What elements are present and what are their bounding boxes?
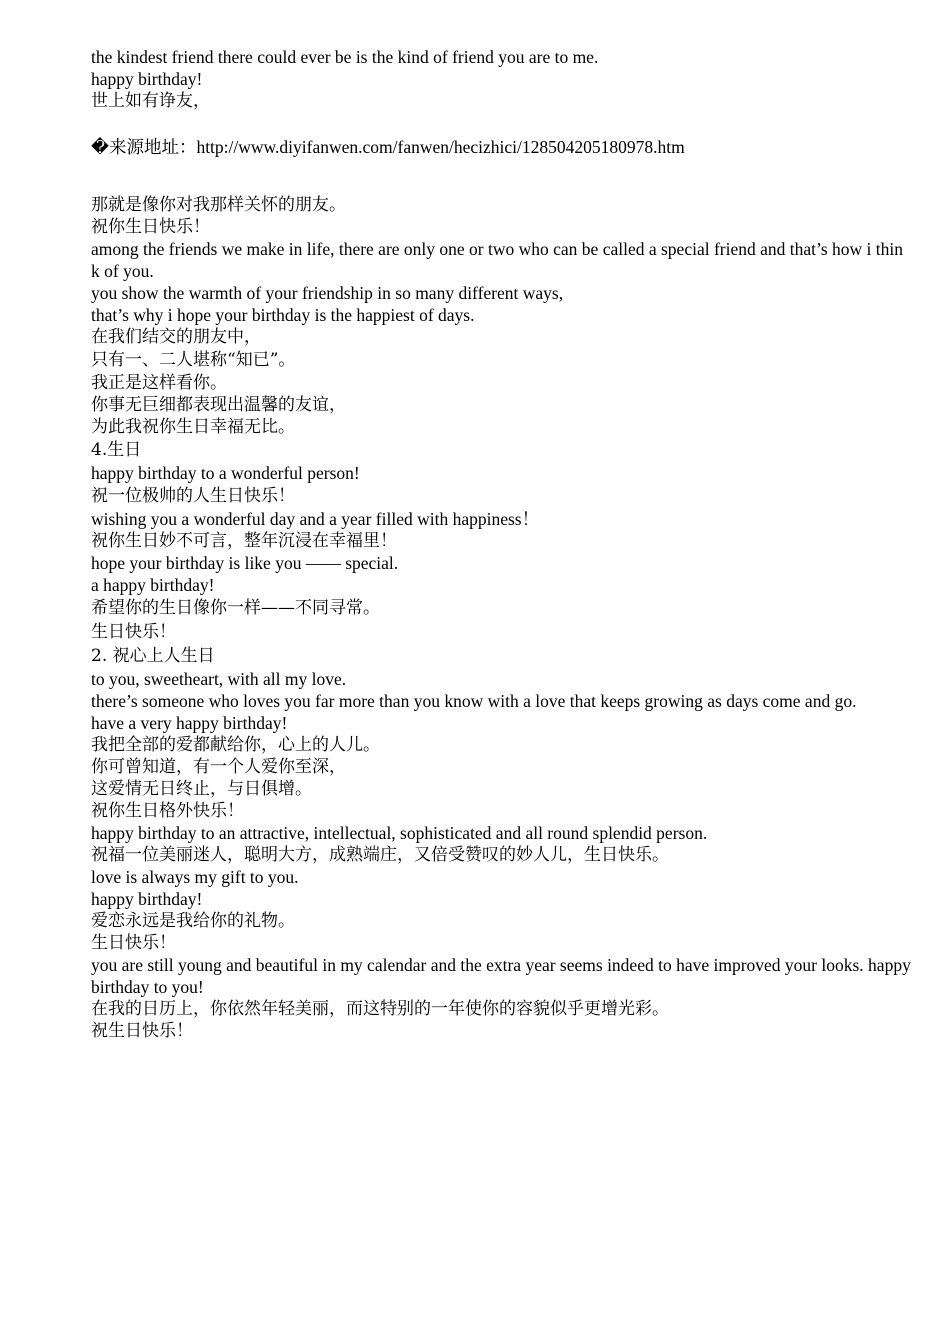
text-line: 你事无巨细都表现出温馨的友谊， (91, 395, 346, 415)
text-line: among the friends we make in life, there are only one or two who can be called a special friend and that’s how i think of you. (91, 239, 904, 281)
text-line: 在我的日历上，你依然年轻美丽，而这特别的一年使你的容貌似乎更增光彩。 (91, 999, 669, 1019)
text-line: hope your birthday is like you —— special. (91, 553, 399, 573)
text-line: happy birthday! (91, 69, 203, 89)
text-line: to you, sweetheart, with all my love. (91, 669, 347, 689)
text-line: 为此我祝你生日幸福无比。 (91, 417, 295, 437)
text-line: 祝福一位美丽迷人，聪明大方，成熟端庄，又倍受赞叹的妙人儿，生日快乐。 (91, 845, 669, 865)
text-line: 希望你的生日像你一样——不同寻常。 (91, 598, 380, 618)
text-line: 生日快乐！ (91, 933, 176, 953)
text-line: 我正是这样看你。 (91, 373, 227, 393)
text-line: have a very happy birthday! (91, 713, 288, 733)
text-line: happy birthday! (91, 889, 203, 909)
text-line: love is always my gift to you. (91, 867, 299, 887)
source-url-line: �来源地址：http://www.diyifanwen.com/fanwen/hecizhici/128504205180978.htm (91, 137, 685, 157)
text-line: 这爱情无日终止，与日俱增。 (91, 779, 312, 799)
text-line: 只有一、二人堪称“知已”。 (91, 350, 296, 370)
text-line: 祝你生日妙不可言，整年沉浸在幸福里！ (91, 531, 397, 551)
text-line: 祝你生日格外快乐！ (91, 801, 244, 821)
text-line: 我把全部的爱都献给你，心上的人儿。 (91, 735, 380, 755)
text-line: 你可曾知道，有一个人爱你至深， (91, 757, 346, 777)
text-line: 爱恋永远是我给你的礼物。 (91, 911, 295, 931)
text-line: a happy birthday! (91, 575, 215, 595)
top-text-block (91, 46, 911, 112)
body-text-block (91, 194, 911, 1042)
text-line: 生日快乐！ (91, 622, 176, 642)
text-line: happy birthday to an attractive, intellectual, sophisticated and all round splendid person. (91, 823, 708, 843)
text-line: you are still young and beautiful in my calendar and the extra year seems indeed to have improved your looks. happy birthday to you! (91, 955, 911, 997)
text-line: 那就是像你对我那样关怀的朋友。 (91, 195, 346, 215)
text-line: you show the warmth of your friendship in so many different ways, (91, 283, 564, 303)
section-heading: 4.生日 (91, 440, 142, 460)
text-line: that’s why i hope your birthday is the happiest of days. (91, 305, 475, 325)
text-line: there’s someone who loves you far more than you know with a love that keeps growing as days come and go. (91, 691, 857, 711)
document-page (91, 46, 911, 1042)
text-line: 祝你生日快乐！ (91, 217, 210, 237)
text-line: 在我们结交的朋友中， (91, 327, 261, 347)
text-line: 世上如有诤友， (91, 91, 210, 111)
text-line: the kindest friend there could ever be is the kind of friend you are to me. (91, 47, 599, 67)
section-heading: 2. 祝心上人生日 (91, 646, 215, 666)
text-line: wishing you a wonderful day and a year filled with happiness！ (91, 509, 540, 529)
text-line: 祝一位极帅的人生日快乐！ (91, 486, 295, 506)
text-line: 祝生日快乐！ (91, 1021, 193, 1041)
text-line: happy birthday to a wonderful person! (91, 463, 360, 483)
